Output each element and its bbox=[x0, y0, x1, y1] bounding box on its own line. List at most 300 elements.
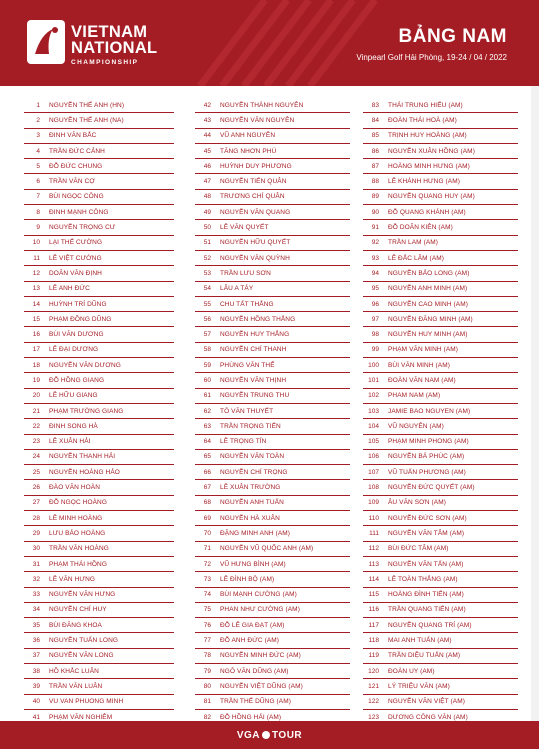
player-name: LÊ MINH HOÀNG bbox=[49, 514, 103, 522]
list-item bbox=[24, 389, 174, 404]
list-item bbox=[363, 664, 518, 679]
player-name: NGUYỄN THẾ ANH (HN) bbox=[49, 101, 125, 109]
player-name: VŨ HƯNG BÌNH (AM) bbox=[220, 560, 286, 568]
list-item bbox=[195, 312, 350, 327]
player-name: HOÀNG MINH HƯNG (AM) bbox=[388, 162, 470, 170]
player-number: 54 bbox=[203, 285, 211, 293]
player-name: NGUYỄN ANH MINH (AM) bbox=[388, 285, 468, 293]
player-number: 53 bbox=[203, 269, 211, 277]
player-name: TRẦN LAM (AM) bbox=[388, 239, 439, 247]
golf-ball-icon bbox=[262, 731, 270, 739]
player-name: NGUYỄN VĂN TÂM (AM) bbox=[388, 529, 465, 537]
list-item bbox=[24, 312, 174, 327]
list-item bbox=[195, 159, 350, 174]
list-item bbox=[24, 404, 174, 419]
player-number: 71 bbox=[203, 545, 211, 553]
player-number: 6 bbox=[36, 178, 40, 186]
player-number: 89 bbox=[371, 193, 379, 201]
player-number: 81 bbox=[203, 698, 211, 706]
player-number: 84 bbox=[371, 116, 379, 124]
player-name: ĐỖ HỒNG GIANG bbox=[49, 376, 105, 384]
player-number: 15 bbox=[32, 315, 40, 323]
list-item bbox=[363, 695, 518, 710]
list-item bbox=[363, 220, 518, 235]
player-number: 117 bbox=[368, 621, 379, 629]
player-name: NGUYỄN ĐĂNG MINH (AM) bbox=[388, 315, 473, 323]
list-item bbox=[195, 465, 350, 480]
player-number: 91 bbox=[371, 224, 379, 232]
list-item bbox=[24, 236, 174, 251]
list-item bbox=[24, 480, 174, 495]
player-number: 95 bbox=[371, 285, 379, 293]
player-name: PHẠM TRƯỜNG GIANG bbox=[49, 407, 124, 415]
player-name: ĐỖ LÊ GIA ĐẠT (AM) bbox=[220, 621, 285, 629]
player-name: LÊ VIỆT CƯỜNG bbox=[49, 254, 102, 262]
player-name: LÊ KHÁNH HƯNG (AM) bbox=[388, 178, 460, 186]
list-item bbox=[363, 603, 518, 618]
player-name: PHẠM MINH PHONG (AM) bbox=[388, 438, 469, 446]
player-number: 76 bbox=[203, 621, 211, 629]
player-number: 21 bbox=[32, 407, 40, 415]
player-name: MAI ANH TUẤN (AM) bbox=[388, 637, 452, 645]
brand-line-2: NATIONAL bbox=[71, 39, 158, 57]
player-number: 106 bbox=[368, 453, 379, 461]
list-item bbox=[363, 129, 518, 144]
player-name: LÊ ĐẠI DƯƠNG bbox=[49, 346, 99, 354]
player-number: 48 bbox=[203, 193, 211, 201]
player-number: 5 bbox=[36, 162, 40, 170]
list-item bbox=[195, 649, 350, 664]
player-number: 22 bbox=[32, 422, 40, 430]
player-name: ĐÀO VĂN HOÀN bbox=[49, 484, 101, 492]
player-name: ĐỖ NGỌC HOÀNG bbox=[49, 499, 107, 507]
player-name: NGUYỄN VĂN HƯNG bbox=[49, 591, 116, 599]
player-name: ĐỖ QUANG KHÁNH (AM) bbox=[388, 208, 466, 216]
list-item bbox=[195, 435, 350, 450]
player-number: 107 bbox=[368, 468, 379, 476]
player-name: NGUYỄN ĐỨC QUYẾT (AM) bbox=[388, 484, 475, 492]
player-number: 100 bbox=[368, 361, 379, 369]
player-name: TRẦN TRỌNG TIẾN bbox=[220, 422, 281, 430]
player-number: 45 bbox=[203, 147, 211, 155]
championship-logo-icon bbox=[27, 20, 65, 64]
list-item bbox=[363, 465, 518, 480]
player-name: LÊ VĂN QUYẾT bbox=[220, 224, 269, 232]
list-item bbox=[195, 557, 350, 572]
player-number: 70 bbox=[203, 529, 211, 537]
player-name: HỒ KHẮC LUÂN bbox=[49, 667, 99, 675]
player-name: NGUYỄN VĂN TOÀN bbox=[220, 453, 285, 461]
player-number: 41 bbox=[32, 713, 40, 721]
list-item bbox=[195, 618, 350, 633]
player-number: 109 bbox=[368, 499, 379, 507]
player-number: 123 bbox=[368, 713, 379, 721]
player-name: TÔ VĂN THUYẾT bbox=[220, 407, 274, 415]
player-number: 103 bbox=[368, 407, 379, 415]
list-item bbox=[24, 542, 174, 557]
player-name: BÙI VĂN MINH (AM) bbox=[388, 361, 451, 369]
list-item bbox=[363, 358, 518, 373]
player-column-1 bbox=[24, 98, 174, 725]
player-name: CHU TẤT THẮNG bbox=[220, 300, 274, 308]
list-item bbox=[24, 679, 174, 694]
player-name: NGUYỄN HÀ XUÂN bbox=[220, 514, 280, 522]
player-name: ĐỖ HỒNG HẢI (AM) bbox=[220, 713, 282, 721]
player-name: TRƯƠNG CHÍ QUÂN bbox=[220, 193, 285, 201]
player-number: 26 bbox=[32, 484, 40, 492]
player-number: 122 bbox=[368, 698, 379, 706]
list-item bbox=[363, 511, 518, 526]
player-number: 75 bbox=[203, 606, 211, 614]
player-name: NGUYỄN VĂN TẤN (AM) bbox=[388, 560, 464, 568]
player-number: 49 bbox=[203, 208, 211, 216]
player-name: LÊ TRỌNG TÍN bbox=[220, 438, 267, 446]
vga-tour-logo bbox=[0, 730, 539, 741]
list-item bbox=[24, 496, 174, 511]
player-number: 77 bbox=[203, 637, 211, 645]
player-number: 93 bbox=[371, 254, 379, 262]
player-number: 46 bbox=[203, 162, 211, 170]
player-name: BÙI ĐĂNG KHOA bbox=[49, 621, 102, 629]
player-name: TRỊNH HUY HOÀNG (AM) bbox=[388, 132, 467, 140]
list-item bbox=[195, 664, 350, 679]
list-item bbox=[195, 496, 350, 511]
player-name: LÊ VĂN HƯNG bbox=[49, 575, 96, 583]
player-number: 88 bbox=[371, 178, 379, 186]
list-item bbox=[24, 205, 174, 220]
list-item bbox=[195, 419, 350, 434]
player-number: 52 bbox=[203, 254, 211, 262]
player-name: NGUYỄN CHÍ HUY bbox=[49, 606, 107, 614]
list-item bbox=[24, 98, 174, 113]
player-name: LÊ TOÀN THẮNG (AM) bbox=[388, 575, 458, 583]
list-item bbox=[363, 297, 518, 312]
player-name: NGUYỄN TRUNG THU bbox=[220, 392, 290, 400]
list-item bbox=[195, 389, 350, 404]
list-item bbox=[195, 98, 350, 113]
list-item bbox=[363, 236, 518, 251]
player-number: 32 bbox=[32, 575, 40, 583]
player-number: 80 bbox=[203, 682, 211, 690]
player-name: LÊ ĐẮC LÂM (AM) bbox=[388, 254, 445, 262]
player-name: NGUYỄN THANH HẢI bbox=[49, 453, 116, 461]
player-name: LÊ XUÂN TRƯỜNG bbox=[220, 484, 281, 492]
player-number: 82 bbox=[203, 713, 211, 721]
list-item bbox=[363, 435, 518, 450]
player-name: NGUYỄN VIỆT DŨNG (AM) bbox=[220, 682, 303, 690]
list-item bbox=[195, 603, 350, 618]
player-number: 4 bbox=[36, 147, 40, 155]
player-number: 16 bbox=[32, 331, 40, 339]
list-item bbox=[195, 358, 350, 373]
player-number: 23 bbox=[32, 438, 40, 446]
player-name: NGUYỄN ANH TUẤN bbox=[220, 499, 284, 507]
player-number: 28 bbox=[32, 514, 40, 522]
player-name: NGUYỄN VĂN THỊNH bbox=[220, 376, 287, 384]
list-item bbox=[24, 465, 174, 480]
player-name: PHẠM THÁI HỒNG bbox=[49, 560, 107, 568]
list-item bbox=[24, 282, 174, 297]
player-name: NGUYỄN CHÍ THANH bbox=[220, 346, 287, 354]
list-item bbox=[24, 649, 174, 664]
player-name: TRẦN VĂN CỢ bbox=[49, 178, 96, 186]
list-item bbox=[363, 588, 518, 603]
player-number: 104 bbox=[368, 422, 379, 430]
list-item bbox=[195, 695, 350, 710]
player-number: 116 bbox=[368, 606, 379, 614]
player-number: 87 bbox=[371, 162, 379, 170]
player-number: 29 bbox=[32, 529, 40, 537]
list-item bbox=[363, 526, 518, 541]
player-name: LẠI THẾ CƯỜNG bbox=[49, 239, 103, 247]
player-name: NGUYỄN VĂN QUỲNH bbox=[220, 254, 290, 262]
player-name: TRẦN QUANG TIẾN (AM) bbox=[388, 606, 466, 614]
player-number: 30 bbox=[32, 545, 40, 553]
player-name: NGUYỄN HOÀNG HẢO bbox=[49, 468, 120, 476]
player-number: 74 bbox=[203, 591, 211, 599]
player-name: VU VAN PHUONG MINH bbox=[49, 698, 124, 706]
player-name: VŨ NGUYÊN (AM) bbox=[388, 422, 444, 430]
player-number: 92 bbox=[371, 239, 379, 247]
player-number: 43 bbox=[203, 116, 211, 124]
list-item bbox=[24, 664, 174, 679]
player-name: LƯU BẢO HOÀNG bbox=[49, 529, 106, 537]
player-name: NGUYỄN TRỌNG CƯ bbox=[49, 224, 116, 232]
player-number: 9 bbox=[36, 224, 40, 232]
player-name: JAMIE BAO NGUYEN (AM) bbox=[388, 407, 471, 415]
player-name: TRẦN VĂN HOÀNG bbox=[49, 545, 109, 553]
player-number: 79 bbox=[203, 667, 211, 675]
player-name: THÁI TRUNG HIẾU (AM) bbox=[388, 101, 463, 109]
player-number: 112 bbox=[368, 545, 379, 553]
player-number: 78 bbox=[203, 652, 211, 660]
player-name: NGUYỄN HỒNG THẮNG bbox=[220, 315, 296, 323]
player-name: NGUYỄN BẢO LONG (AM) bbox=[388, 269, 470, 277]
player-number: 10 bbox=[32, 239, 40, 247]
list-item bbox=[363, 373, 518, 388]
list-item bbox=[195, 327, 350, 342]
list-item bbox=[195, 297, 350, 312]
player-number: 69 bbox=[203, 514, 211, 522]
player-number: 63 bbox=[203, 422, 211, 430]
list-item bbox=[195, 572, 350, 587]
player-number: 102 bbox=[368, 392, 379, 400]
player-name: LÝ TRIỆU VĂN (AM) bbox=[388, 682, 450, 690]
player-number: 64 bbox=[203, 438, 211, 446]
player-number: 33 bbox=[32, 591, 40, 599]
player-number: 17 bbox=[32, 346, 40, 354]
player-number: 105 bbox=[368, 438, 379, 446]
player-number: 59 bbox=[203, 361, 211, 369]
player-number: 67 bbox=[203, 484, 211, 492]
player-number: 73 bbox=[203, 575, 211, 583]
player-name: ĐỖ ĐỨC CHUNG bbox=[49, 162, 103, 170]
list-item bbox=[195, 450, 350, 465]
player-number: 13 bbox=[32, 285, 40, 293]
list-item bbox=[363, 98, 518, 113]
list-item bbox=[363, 633, 518, 648]
list-item bbox=[24, 603, 174, 618]
player-name: NGUYỄN XUÂN HỒNG (AM) bbox=[388, 147, 475, 155]
player-number: 65 bbox=[203, 453, 211, 461]
player-name: VŨ TUẤN PHƯƠNG (AM) bbox=[388, 468, 466, 476]
player-name: HUỲNH DUY PHƯƠNG bbox=[220, 162, 292, 170]
player-name: TĂNG NHƠN PHÚ bbox=[220, 147, 277, 155]
list-item bbox=[24, 251, 174, 266]
list-item bbox=[24, 526, 174, 541]
player-name: PHẠM VĂN MINH (AM) bbox=[388, 346, 459, 354]
player-name: HUỲNH TRÍ DŨNG bbox=[49, 300, 107, 308]
footer-banner bbox=[0, 721, 539, 749]
list-item bbox=[24, 266, 174, 281]
list-item bbox=[195, 205, 350, 220]
list-item bbox=[363, 113, 518, 128]
player-number: 110 bbox=[368, 514, 379, 522]
list-item bbox=[195, 282, 350, 297]
player-name: BÙI VĂN DƯƠNG bbox=[49, 331, 104, 339]
list-item bbox=[24, 129, 174, 144]
list-item bbox=[363, 679, 518, 694]
player-name: NGUYỄN CAO MINH (AM) bbox=[388, 300, 468, 308]
list-item bbox=[24, 327, 174, 342]
player-number: 111 bbox=[369, 529, 379, 537]
list-item bbox=[363, 282, 518, 297]
player-number: 98 bbox=[371, 331, 379, 339]
player-name: NGUYỄN BÁ PHÚC (AM) bbox=[388, 453, 465, 461]
list-item bbox=[24, 144, 174, 159]
list-item bbox=[363, 389, 518, 404]
player-name: NGUYỄN VĂN QUANG bbox=[220, 208, 291, 216]
player-name: NGUYỄN VĂN LONG bbox=[49, 652, 114, 660]
list-item bbox=[24, 297, 174, 312]
player-number: 18 bbox=[32, 361, 40, 369]
list-item bbox=[24, 190, 174, 205]
player-number: 31 bbox=[32, 560, 40, 568]
player-number: 115 bbox=[368, 591, 379, 599]
player-number: 38 bbox=[32, 667, 40, 675]
list-item bbox=[195, 266, 350, 281]
list-item bbox=[363, 496, 518, 511]
player-name: NGUYỄN VŨ QUỐC ANH (AM) bbox=[220, 545, 314, 553]
list-item bbox=[363, 266, 518, 281]
player-number: 35 bbox=[32, 621, 40, 629]
player-name: VŨ ANH NGUYÊN bbox=[220, 132, 276, 140]
list-item bbox=[24, 618, 174, 633]
player-number: 14 bbox=[32, 300, 40, 308]
list-item bbox=[363, 159, 518, 174]
list-item bbox=[363, 174, 518, 189]
list-item bbox=[195, 113, 350, 128]
list-item bbox=[195, 144, 350, 159]
list-item bbox=[24, 220, 174, 235]
player-number: 2 bbox=[36, 116, 40, 124]
footer-logo-left: VGA bbox=[236, 730, 260, 741]
player-number: 27 bbox=[32, 499, 40, 507]
player-number: 50 bbox=[203, 224, 211, 232]
player-name: BÙI NGỌC CÔNG bbox=[49, 193, 104, 201]
list-item bbox=[195, 404, 350, 419]
player-number: 47 bbox=[203, 178, 211, 186]
player-column-3 bbox=[363, 98, 518, 725]
list-item bbox=[363, 419, 518, 434]
player-name: BÙI ĐỨC TÂM (AM) bbox=[388, 545, 449, 553]
player-name: LÊ ANH ĐỨC bbox=[49, 285, 90, 293]
player-number: 72 bbox=[203, 560, 211, 568]
player-name: ĐỖ ANH ĐỨC (AM) bbox=[220, 637, 280, 645]
player-name: NGÔ VĂN DŨNG (AM) bbox=[220, 667, 289, 675]
player-name: DƯƠNG CÔNG VĂN (AM) bbox=[388, 713, 468, 721]
list-item bbox=[363, 190, 518, 205]
player-name: TRẦN THẾ DŨNG (AM) bbox=[220, 698, 292, 706]
player-name: PHAM NAM (AM) bbox=[388, 392, 441, 400]
list-item bbox=[363, 343, 518, 358]
player-number: 85 bbox=[371, 132, 379, 140]
list-item bbox=[363, 480, 518, 495]
player-name: NGUYỄN HUY THẮNG bbox=[220, 331, 290, 339]
player-name: TRẦN VĂN LUÂN bbox=[49, 682, 103, 690]
list-item bbox=[195, 526, 350, 541]
player-number: 36 bbox=[32, 637, 40, 645]
player-number: 8 bbox=[36, 208, 40, 216]
player-number: 113 bbox=[368, 560, 379, 568]
list-item bbox=[363, 618, 518, 633]
player-name: ĐỖ DOÃN KIÊN (AM) bbox=[388, 224, 453, 232]
player-number: 34 bbox=[32, 606, 40, 614]
player-name: NGUYỄN TIẾN QUÂN bbox=[220, 178, 287, 186]
player-number: 11 bbox=[33, 254, 40, 262]
player-column-2 bbox=[195, 98, 350, 725]
player-name: BÙI MẠNH CƯỜNG (AM) bbox=[220, 591, 297, 599]
player-number: 61 bbox=[203, 392, 211, 400]
player-number: 90 bbox=[371, 208, 379, 216]
list-item bbox=[24, 511, 174, 526]
brand-text bbox=[71, 24, 157, 66]
player-name: ÂU VĂN SƠN (AM) bbox=[388, 499, 446, 507]
player-number: 42 bbox=[203, 101, 211, 109]
player-number: 7 bbox=[36, 193, 40, 201]
player-number: 121 bbox=[368, 682, 379, 690]
player-name: NGUYỄN VĂN DƯƠNG bbox=[49, 361, 121, 369]
player-name: ĐINH VĂN BẮC bbox=[49, 132, 97, 140]
list-item bbox=[195, 373, 350, 388]
player-name: NGUYỄN TUẤN LONG bbox=[49, 637, 119, 645]
list-item bbox=[363, 450, 518, 465]
list-item bbox=[24, 450, 174, 465]
player-number: 55 bbox=[203, 300, 211, 308]
list-item bbox=[24, 174, 174, 189]
brand-line-3: CHAMPIONSHIP bbox=[71, 59, 139, 66]
player-name: TRẦN DIỆU TUẤN (AM) bbox=[388, 652, 461, 660]
player-name: NGUYỄN HUY MINH (AM) bbox=[388, 331, 468, 339]
player-name: LÊ XUÂN HẢI bbox=[49, 438, 91, 446]
player-name: PHẠM ĐỒNG DŨNG bbox=[49, 315, 112, 323]
list-item bbox=[24, 343, 174, 358]
player-number: 44 bbox=[203, 132, 211, 140]
player-name: PHÙNG VĂN THỂ bbox=[220, 361, 275, 369]
list-item bbox=[195, 480, 350, 495]
player-number: 97 bbox=[371, 315, 379, 323]
list-item bbox=[24, 588, 174, 603]
player-name: NGUYỄN ĐỨC SƠN (AM) bbox=[388, 514, 467, 522]
player-name: ĐINH SONG HÀ bbox=[49, 422, 98, 430]
list-item bbox=[24, 695, 174, 710]
list-item bbox=[195, 236, 350, 251]
player-number: 62 bbox=[203, 407, 211, 415]
player-number: 86 bbox=[371, 147, 379, 155]
list-item bbox=[195, 343, 350, 358]
header-banner bbox=[0, 0, 539, 86]
player-name: ĐOÀN UY (AM) bbox=[388, 667, 435, 675]
